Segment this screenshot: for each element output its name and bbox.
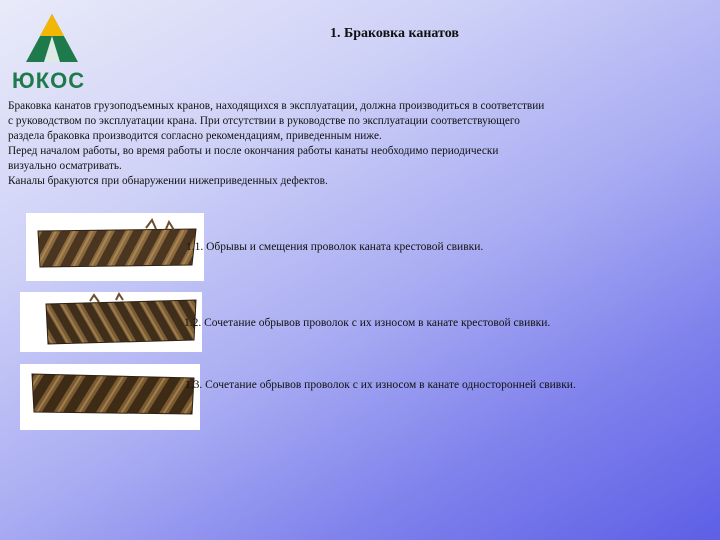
intro-line: Каналы бракуются при обнаружении нижеприведенных дефектов.: [8, 175, 328, 187]
logo-triangle-icon: [24, 12, 80, 66]
intro-line: Перед началом работы, во время работы и после окончания работы канаты необходимо периодически: [8, 145, 499, 157]
intro-line: Браковка канатов грузоподъемных кранов, находящихся в эксплуатации, должна производиться в соответствии: [8, 100, 545, 112]
intro-line: визуально осматривать.: [8, 160, 122, 172]
yukos-logo: [10, 12, 92, 92]
defect-caption-2: 1.2. Сочетание обрывов проволок с их износом в канате крестовой свивки.: [184, 317, 551, 329]
logo-wordmark: ЮКОС: [12, 68, 86, 93]
rope-photo-3: [20, 364, 200, 430]
page-title: 1. Браковка канатов: [330, 26, 459, 41]
rope-photo-2: [20, 292, 202, 352]
intro-text: [8, 99, 708, 189]
rope-photo-1: [26, 213, 204, 281]
defect-caption-3: 1.3. Сочетание обрывов проволок с их износом в канате односторонней свивки.: [185, 379, 576, 391]
intro-line: раздела браковка производится согласно рекомендациям, приведенным ниже.: [8, 130, 382, 142]
intro-line: с руководством по эксплуатации крана. При отсутствии в руководстве по эксплуатации соответствующего: [8, 115, 520, 127]
defect-caption-1: 1.1. Обрывы и смещения проволок каната крестовой свивки.: [186, 241, 484, 253]
